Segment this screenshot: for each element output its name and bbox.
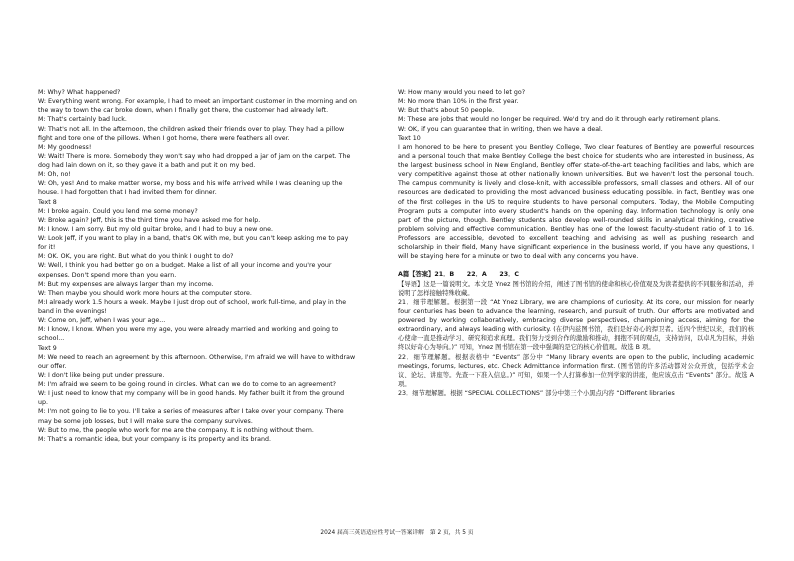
transcript-line: M: OK. OK, you are right. But what do you think I ought to do? <box>38 253 234 261</box>
left-column <box>38 88 390 444</box>
transcript-line: M: Oh, no! <box>38 171 71 179</box>
dialogue-continued <box>398 88 754 143</box>
transcript-line: M: No more than 10% in the first year. <box>398 98 519 106</box>
transcript-line: M: I'm afraid we seem to be going round in circles. What can we do to come to an agreement? <box>38 381 337 388</box>
transcript-line: W: Wait! There is more. Somebody they won't say who had dropped a jar of jam on the carpet. The <box>38 152 351 160</box>
transcript-line: W: Well, I think you had better go on a budget. Make a list of all your income and you're your <box>38 262 332 270</box>
footer-title: 2024 届高三英语适应性考试一答案详解 <box>320 530 424 536</box>
transcript-line: our offer. <box>38 362 67 370</box>
transcript-line: W: That's not all. In the afternoon, the children asked their friends over to play. They had a pillow <box>38 125 345 133</box>
transcript-line: M: I know. I am sorry. But my old guitar broke, and I had to buy a new one. <box>38 225 274 233</box>
q21-explanation: 21．细节理解题。根据第一段 “At Ynez Library, we are champions of curiosity. At its core, our mission for nearly four centuries has been to advance the learning, research, and pursuit of truth. Our efforts are motivated and powered by working collaboratively, embracing diverse perspectives, championing access, aiming for the extraordinary, and always leading with curiosity. (在伊内兹图书馆，我们是好奇心的捍卫者。近四个世纪以来，我们的核心使命一直是推动学习、研究和追求真理。我们努力受到合作的激励和推动，拥抱不同的观点，支持访问，以卓凡为目标，并始终以好奇心为导向。)” 可知，Ynez 图书馆在第一段中强调的是它的核心价值观。故选 B 项。 <box>398 298 754 352</box>
transcript-line: W: How many would you need to let go? <box>398 89 526 96</box>
transcript-line: band in the evenings! <box>38 308 107 315</box>
q22-explanation: 22．细节理解题。根据表格中 “Events” 部分中 “Many library events are open to the public, including academic meetings, forums, lectures, etc. Check Admittance information first. (图书馆的许多活动都对公众开放，包括学术会议、论坛、讲座等。先查一下准入信息。)” 可知，如果一个人打算参加一位列学家的讲座，他应该点击 “Events” 部分。故选 A 项。 <box>398 353 754 388</box>
transcript-line: the way to town the car broke down, when I finally got there, the customer had already left. <box>38 107 329 115</box>
transcript-line: Text 8 <box>38 198 57 206</box>
transcript-line: may be some job losses, but I will make sure the company survives. <box>38 417 253 425</box>
section-gap <box>398 261 754 270</box>
transcript-line: W: But that's about 50 people. <box>398 107 495 115</box>
transcript-line: up. <box>38 399 48 407</box>
transcript-line: M: I broke again. Could you lend me some money? <box>38 207 198 215</box>
transcript-line: M: That's a romantic idea, but your company is its property and its brand. <box>38 435 271 443</box>
transcript-line: M: I'm not going to lie to you. I'll take a series of measures after I take over your company. There <box>38 408 344 416</box>
transcript-line: M: But my expenses are always larger than my income. <box>38 280 214 288</box>
transcript-line: Text 9 <box>38 344 57 352</box>
transcript-line: for it! <box>38 244 56 252</box>
answer-line: A篇【答案】21．B 22．A 23．C <box>398 271 520 279</box>
transcript-line: W: I just need to know that my company will be in good hands. My father built it from the ground <box>38 390 345 398</box>
transcript-line: house. I had forgotten that I had invited them for dinner. <box>38 189 217 197</box>
transcript-line: expenses. Don't spend more than you earn. <box>38 271 177 279</box>
text10-passage: I am honored to be here to present you Bentley College, Two clear features of Bentley are powerful resources and a personal touch that make Bentley College the best choice for students who are interested in business, As the largest business school in New England, Bentley offer state-of-the-art teaching facilities and labs, which are very competitive against those at other nationally known universities. But we haven't lost the personal touch. The campus community is lively and close-knit, with accessible professors, small classes and others. All of our resources are dedicated to providing the most advanced business educating possible. in fact, Bentley was one of the first colleges in the US to require students to have personal computers. Today, the Mobile Computing Program puts a computer into every student's hands on the opening day. Information technology is only one part of the picture, though. Bentley students also develop well-rounded skills in analytical thinking, creative problem solving and effective communication. Bentley has one of the lowest faculty-student ratio of 1 to 16. Professors are accessible, devoted to excellent teaching and advising as well as pushing research and scholarship in their field, Many have significant experience in the business world, If you have any questions, I will be staying here for a minute or two to deal with any concerns you have. <box>398 143 754 261</box>
right-column <box>398 88 754 398</box>
transcript-line: M:I already work 1.5 hours a week. Maybe I just drop out of school, work full-time, and play in the <box>38 298 347 306</box>
guide-paragraph: 【导语】这是一篇说明文。本文是 Ynez 图书馆的介绍，阐述了图书馆的使命和核心价值观及为读者提供的不同服务和活动，并说明了怎样接触特殊收藏。 <box>398 280 754 297</box>
transcript-line: M: I know, I know. When you were my age, you were already married and working and going to <box>38 326 339 334</box>
q23-explanation: 23．细节理解题。根据 “SPECIAL COLLECTIONS” 部分中第三个小黑点内容 “Different libraries <box>398 390 675 398</box>
transcript-line: Text 10 <box>398 134 421 142</box>
transcript-line: W: Oh, yes! And to make matter worse, my boss and his wife arrived while I was cleaning up the <box>38 180 343 188</box>
transcript-line: W: Come on, Jeff, when I was your age... <box>38 317 166 325</box>
transcript-line: W: Look Jeff, if you want to play in a band, that's OK with me, but you can't keep asking me to pay <box>38 235 349 242</box>
transcript-line: W: Everything went wrong. For example, I had to meet an important customer in the morning and on <box>38 98 357 106</box>
transcript-line: W: Then maybe you should work more hours at the computer store. <box>38 289 252 297</box>
transcript-line: W: OK, if you can guarantee that in writing, then we have a deal. <box>398 125 603 133</box>
transcript-line: M: My goodness! <box>38 143 92 151</box>
transcript-line: M: These are jobs that would no longer be required. We'd try and do it through early retirement plans. <box>398 116 721 124</box>
footer-page-number: 第 2 页，共 5 页 <box>429 530 474 536</box>
transcript-line: M: We need to reach an agreement by this afternoon. Otherwise, I'm afraid we will have to withdraw <box>38 353 356 361</box>
transcript-line: school... <box>38 335 65 343</box>
transcript-line: M: Why? What happened? <box>38 89 121 96</box>
transcript-line: M: That's certainly bad luck. <box>38 116 127 124</box>
page-footer <box>0 529 794 537</box>
transcript-line: W: But to me, the people who work for me are the company. It is nothing without them. <box>38 426 314 434</box>
transcript-line: fight and tore one of the pillows. When I got home, there were feathers all over. <box>38 134 290 142</box>
transcript-line: W: I don't like being put under pressure. <box>38 371 165 379</box>
transcript-line: dog had lain down on it, so they gave it a bath and put it on my bed. <box>38 162 256 169</box>
transcript-line: W: Broke again? Jeff, this is the third time you have asked me for help. <box>38 216 261 224</box>
